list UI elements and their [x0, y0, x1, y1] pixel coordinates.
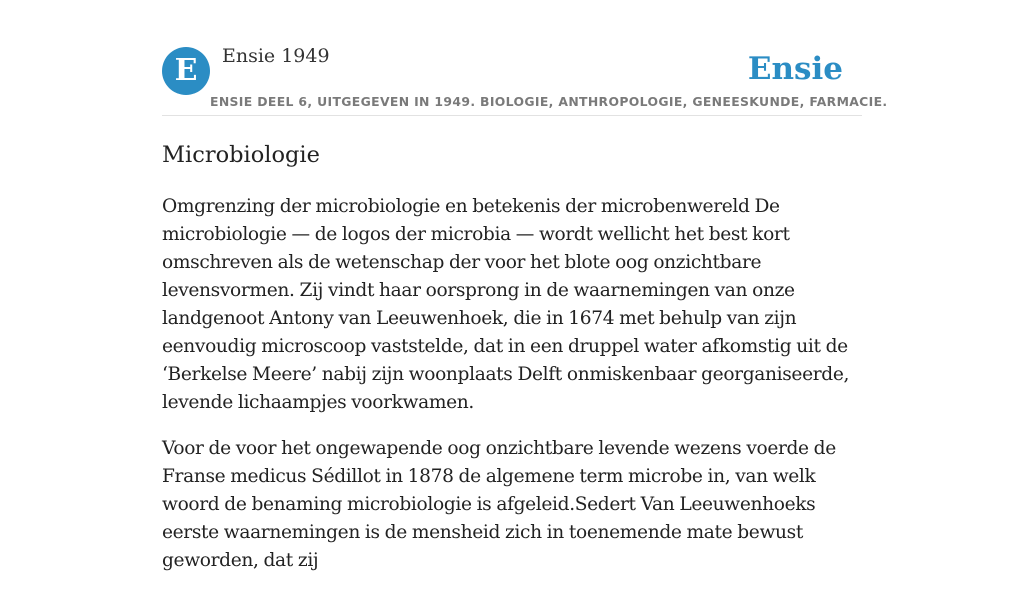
- logo-icon[interactable]: E: [162, 47, 210, 95]
- site-name-link[interactable]: Ensie 1949: [222, 45, 330, 67]
- site-header: [162, 0, 888, 116]
- article-title: Microbiologie: [162, 142, 320, 168]
- article-paragraph-1: Omgrenzing der microbiologie en betekenis der microbenwereld De microbiologie — de logos der microbia — wordt wellicht het best kort omschreven als de wetenschap der voor het blote oog onzichtbare levensvormen. Zij vindt haar oorsprong in de waarnemingen van onze landgenoot Antony van Leeuwenhoek, die in 1674 met behulp van zijn eenvoudig microscoop vaststelde, dat in een druppel water afkomstig uit de ‘Berkelse Meere’ nabij zijn woonplaats Delft onmiskenbaar georganiseerde, levende lichaampjes voorkwamen.: [162, 196, 850, 413]
- edition-subtitle: ENSIE DEEL 6, UITGEGEVEN IN 1949. BIOLOGIE, ANTHROPOLOGIE, GENEESKUNDE, FARMACIE.: [210, 94, 888, 109]
- brand-logo-link[interactable]: Ensie: [747, 51, 843, 87]
- article: [162, 139, 862, 593]
- article-paragraph-2: Voor de voor het ongewapende oog onzichtbare levende wezens voerde de Franse medicus Sédillot in 1878 de algemene term microbe in, van welk woord de benaming microbiologie is afgeleid.Sedert Van Leeuwenhoeks eerste waarnemingen is de mensheid zich in toenemende mate bewust geworden, dat zij: [162, 438, 836, 571]
